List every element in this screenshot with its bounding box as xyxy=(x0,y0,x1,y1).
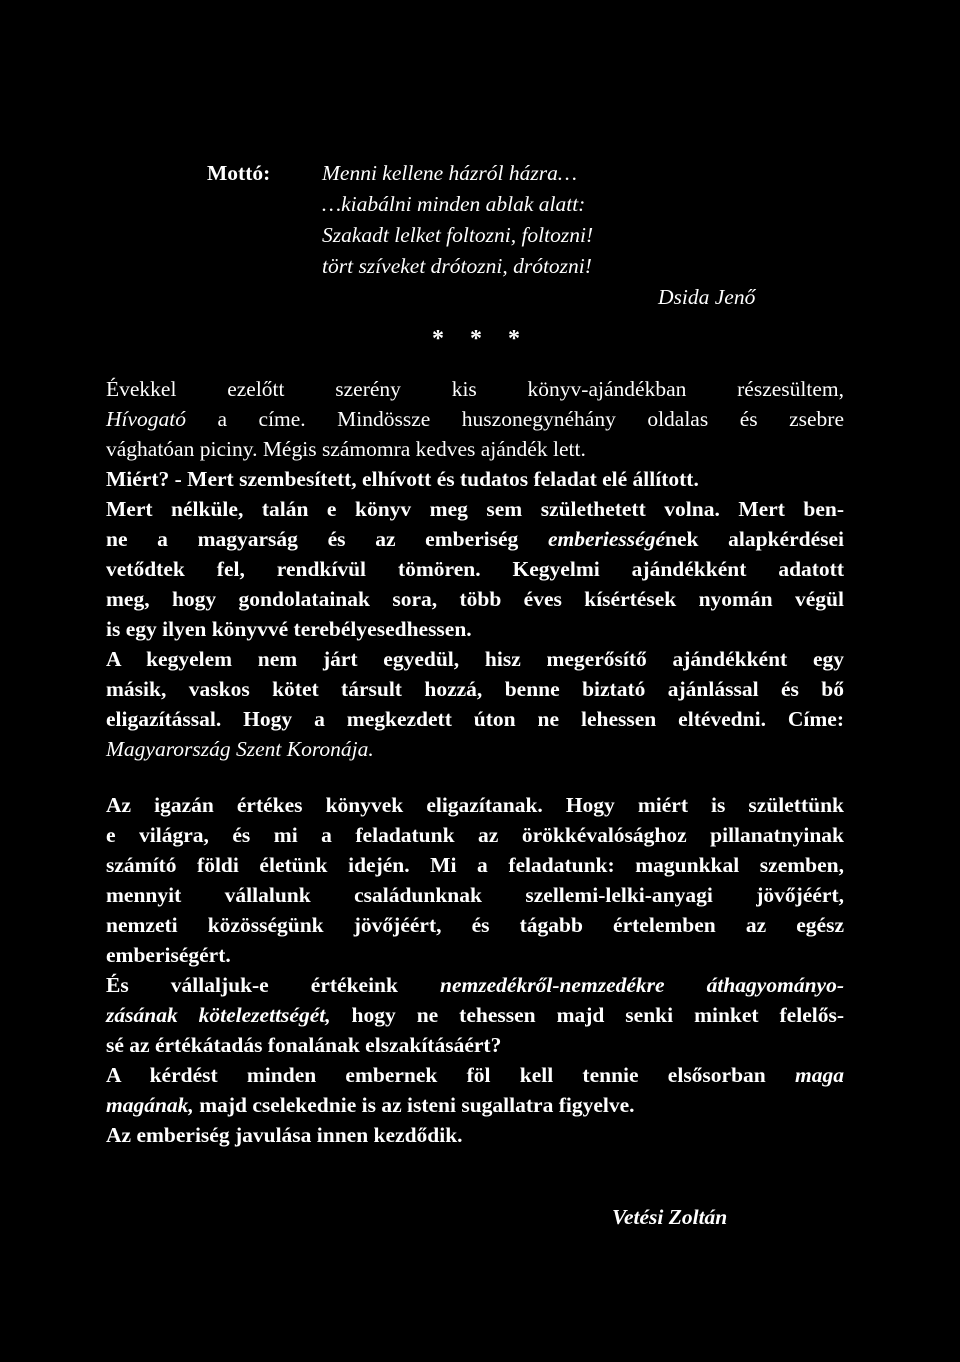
body-line: A kegyelem nem járt egyedül, hisz megerősítő ajándékként egy xyxy=(106,647,844,671)
body-line: számító földi életünk idején. Mi a feladatunk: magunkkal szemben, xyxy=(106,853,844,877)
body-line xyxy=(106,970,844,1000)
body-line: Évekkel ezelőtt szerény kis könyv-ajándékban részesültem, xyxy=(106,377,844,401)
body-text: A kérdést minden embernek föl kell tennie elsősorban xyxy=(106,1063,796,1087)
emphasis-text: emberiességé xyxy=(547,527,665,551)
body-text: a címe. Mindössze huszonegynéhány oldalas és zsebre xyxy=(186,407,844,431)
body-text: hogy ne tehessen majd senki minket felelős- xyxy=(330,1003,844,1027)
section-divider: * * * xyxy=(432,326,530,352)
body-line: Miért? - Mert szembesített, elhívott és tudatos feladat elé állított. xyxy=(106,467,699,491)
body-line: másik, vaskos kötet társult hozzá, benne biztató ajánlással és bő xyxy=(106,677,844,701)
motto-line: tört szíveket drótozni, drótozni! xyxy=(322,254,592,278)
body-line: is egy ilyen könyvvé terebélyesedhessen. xyxy=(106,617,472,641)
body-text: És vállaljuk-e értékeink xyxy=(106,973,441,997)
body-line: Mert nélküle, talán e könyv meg sem születhetett volna. Mert ben- xyxy=(106,497,844,521)
motto-line: Menni kellene házról házra… xyxy=(322,161,577,185)
body-line: vághatóan piciny. Mégis számomra kedves ajándék lett. xyxy=(106,437,586,461)
emphasis-text: magának, xyxy=(106,1093,194,1117)
body-line: eligazítással. Hogy a megkezdett úton ne lehessen eltévedni. Címe: xyxy=(106,707,844,731)
emphasis-text: nemzedékről-nemzedékre áthagyományo- xyxy=(440,973,844,997)
motto-line: Szakadt lelket foltozni, foltozni! xyxy=(322,223,594,247)
body-text: majd cselekednie is az isteni sugallatra figyelve. xyxy=(193,1093,635,1117)
motto-label: Mottó: xyxy=(207,161,271,185)
body-line: vetődtek fel, rendkívül tömören. Kegyelmi ajándékként adatott xyxy=(106,557,844,581)
body-line: e világra, és mi a feladatunk az örökkévalósághoz pillanatnyinak xyxy=(106,823,844,847)
author-signature: Vetési Zoltán xyxy=(612,1205,728,1229)
motto-author: Dsida Jenő xyxy=(658,285,756,309)
body-line xyxy=(106,1000,844,1030)
body-text: ne a magyarság és az emberiség xyxy=(106,527,548,551)
body-line: Az igazán értékes könyvek eligazítanak. Hogy miért is születtünk xyxy=(106,793,844,817)
emphasis-text: zásának kötelezettségét, xyxy=(106,1003,331,1027)
body-line xyxy=(106,1090,844,1120)
body-line: sé az értékátadás fonalának elszakításáért? xyxy=(106,1033,502,1057)
body-line xyxy=(106,404,844,434)
body-line: Az emberiség javulása innen kezdődik. xyxy=(106,1123,463,1147)
body-line: meg, hogy gondolatainak sora, több éves kísértések nyomán végül xyxy=(106,587,844,611)
motto-line: …kiabálni minden ablak alatt: xyxy=(322,192,586,216)
emphasis-text: maga xyxy=(795,1063,844,1087)
body-text: nek alapkérdései xyxy=(665,527,844,551)
body-line: nemzeti közösségünk jövőjéért, és tágabb értelemben az egész xyxy=(106,913,844,937)
body-line: mennyit vállalunk családunknak szellemi-lelki-anyagi jövőjéért, xyxy=(106,883,844,907)
body-line: emberiségért. xyxy=(106,943,231,967)
book-title-szent-korona: Magyarország Szent Koronája. xyxy=(106,737,374,761)
body-line xyxy=(106,1060,844,1090)
body-line xyxy=(106,524,844,554)
book-title-hivogato: Hívogató xyxy=(106,407,187,431)
